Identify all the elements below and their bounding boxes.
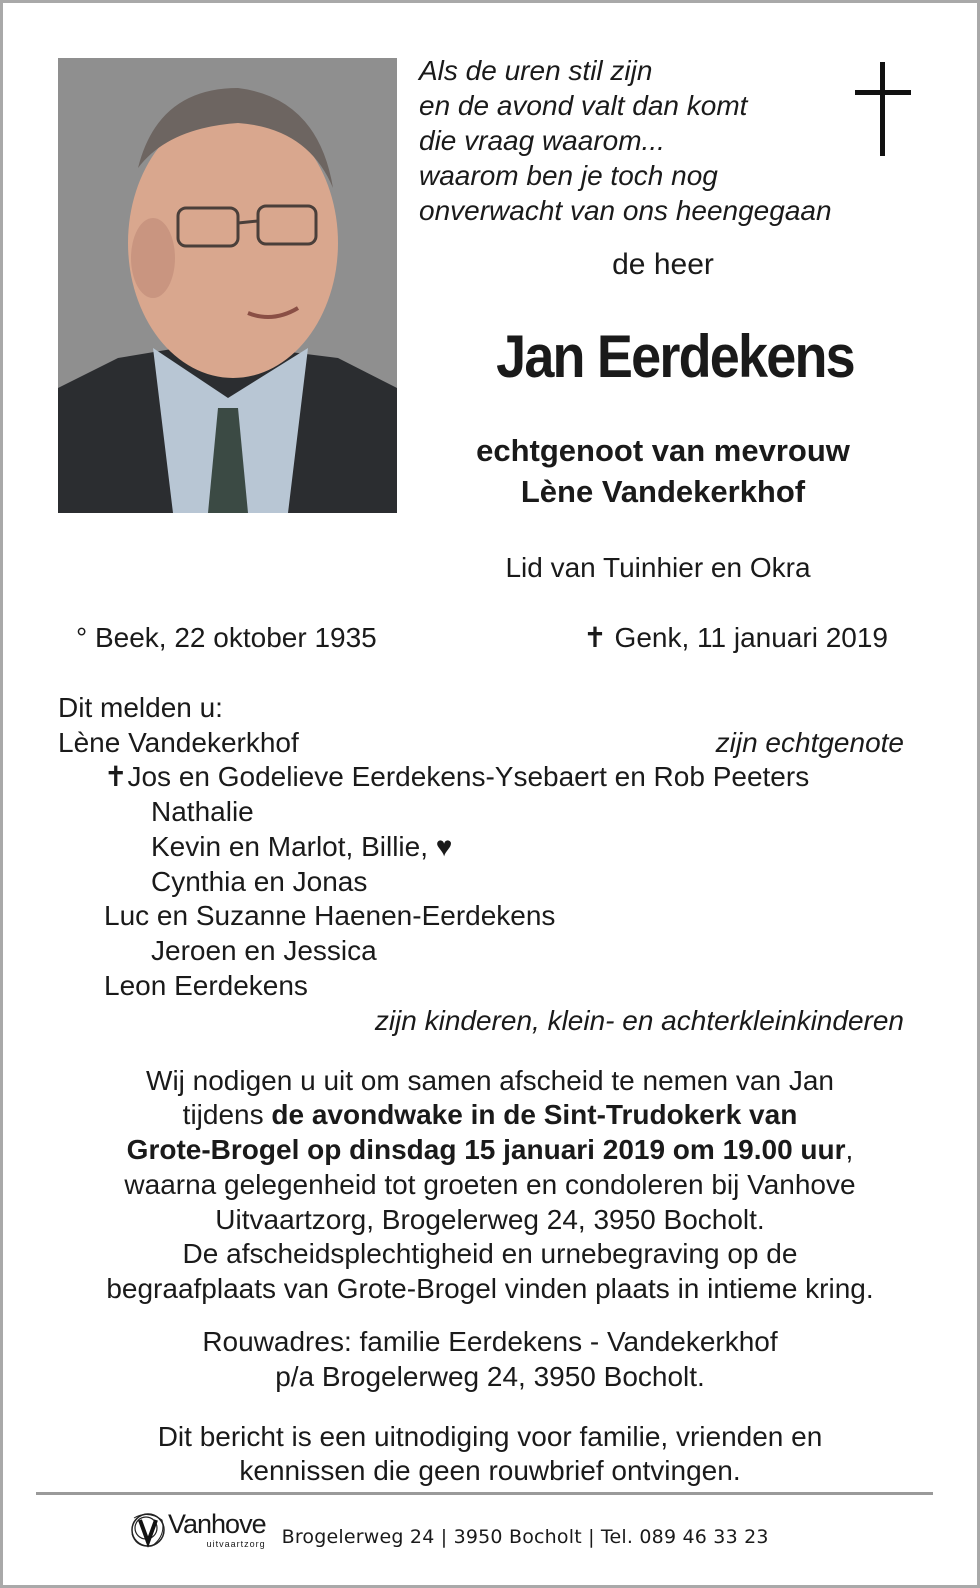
notice-note: Dit bericht is een uitnodiging voor familie, vrienden en [157,1421,823,1452]
divider [36,1492,933,1495]
invitation-line: begraafplaats van Grote-Brogel vinden plaats in intieme kring. [106,1273,874,1304]
brand-name: Vanhove [168,1509,266,1539]
invitation-line: De afscheidsplechtigheid en urnebegraving op de [182,1238,798,1269]
family-member: Cynthia en Jonas [151,866,368,897]
poem-line: onverwacht van ons heengegaan [419,195,832,226]
mourning-address: p/a Brogelerweg 24, 3950 Bocholt. [275,1361,705,1392]
family-member: Jeroen en Jessica [151,935,377,966]
death-info: ✝ Genk, 11 januari 2019 [583,622,888,653]
notice-note: kennissen die geen rouwbrief ontvingen. [239,1455,741,1486]
spouse-line: echtgenoot van mevrouw [476,433,850,468]
invitation-line: tijdens de avondwake in de Sint-Trudokerk van [182,1099,798,1130]
mourning-address: Rouwadres: familie Eerdekens - Vandekerkhof [202,1326,778,1357]
spouse-role: zijn echtgenote [715,727,904,758]
spouse-name: Lène Vandekerkhof [520,474,806,509]
family-role: zijn kinderen, klein- en achterkleinkinderen [374,1005,904,1036]
invitation-line: waarna gelegenheid tot groeten en condoleren bij Vanhove [124,1169,856,1200]
poem-line: Als de uren stil zijn [419,55,653,86]
footer [128,1500,769,1560]
footer-address: Brogelerweg 24 | 3950 Bocholt | Tel. 089 46 33 23 [281,1526,769,1548]
poem-line: en de avond valt dan komt [419,90,748,121]
logo-mark-icon [128,1508,168,1552]
deceased-name: Jan Eerdekens [496,323,854,390]
vanhove-logo [128,1508,266,1552]
invitation-line: Uitvaartzorg, Brogelerweg 24, 3950 Bocholt. [215,1204,765,1235]
membership: Lid van Tuinhier en Okra [505,552,811,583]
family-member: Leon Eerdekens [104,970,308,1001]
family-member: Kevin en Marlot, Billie, ♥ [151,831,453,862]
portrait-photo [58,58,397,513]
announce-intro: Dit melden u: [58,692,223,723]
family-member: ✝Jos en Godelieve Eerdekens-Ysebaert en Rob Peeters [104,761,810,792]
birth-info: ° Beek, 22 oktober 1935 [76,622,377,653]
poem-line: waarom ben je toch nog [419,160,718,191]
cross-icon [855,62,911,156]
poem-line: die vraag waarom... [419,125,665,156]
brand-sub: uitvaartzorg [206,1539,266,1549]
invitation-line: Grote-Brogel op dinsdag 15 januari 2019 om 19.00 uur, [126,1134,854,1165]
spouse-name-list: Lène Vandekerkhof [58,727,299,758]
invitation-line: Wij nodigen u uit om samen afscheid te nemen van Jan [146,1065,834,1096]
title-prefix: de heer [612,248,714,281]
family-member: Nathalie [151,796,254,827]
family-member: Luc en Suzanne Haenen-Eerdekens [104,900,556,931]
